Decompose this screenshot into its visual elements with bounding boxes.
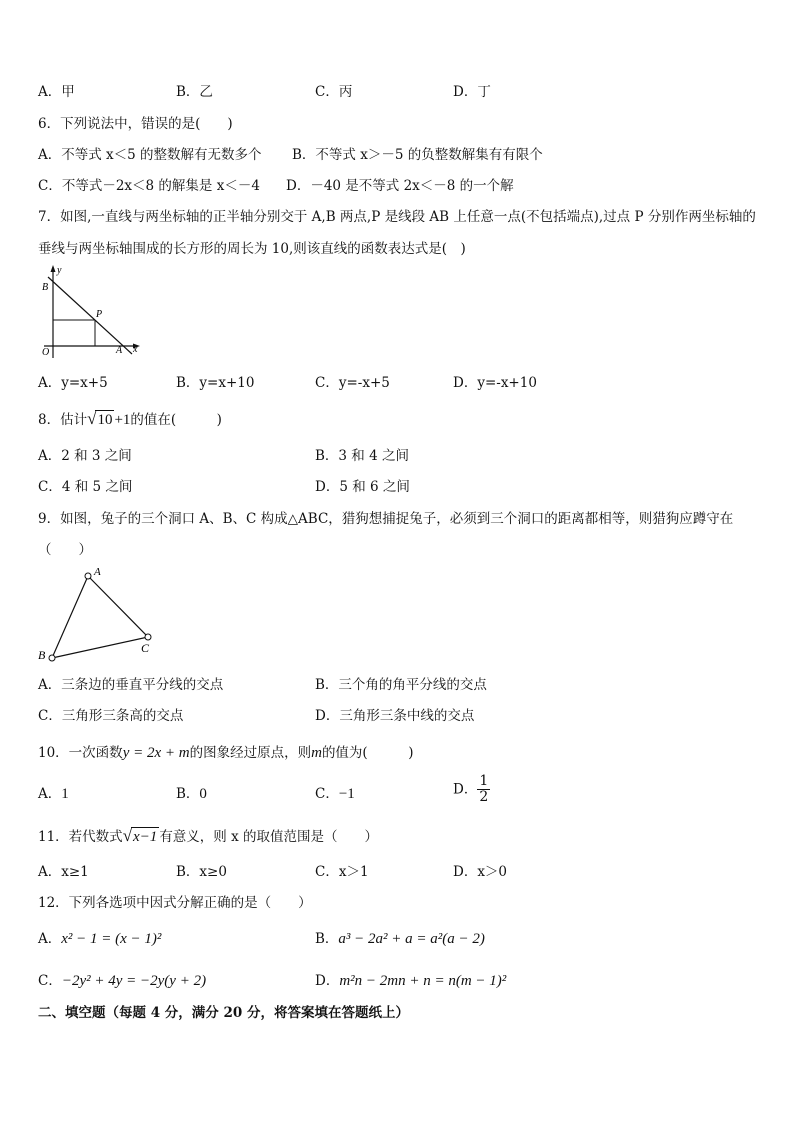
q11-stem: 11．若代数式√x−1 有意义，则 x 的取值范围是（ ）	[38, 826, 379, 845]
q10-stem	[38, 744, 413, 762]
label-c: C	[141, 641, 150, 655]
q12-option-c: C．−2y² + 4y = −2y(y + 2)	[38, 973, 207, 989]
q6-option-c: C．不等式－2x＜8 的解集是 x＜－4	[38, 178, 260, 194]
q11-stem-post: 有意义，则 x 的取值范围是（ ）	[159, 829, 379, 845]
q9-option-d: D．三角形三条中线的交点	[315, 708, 475, 724]
q10-formula: y = 2x + m	[122, 745, 190, 761]
label-b: B	[38, 648, 46, 662]
label-y: y	[57, 265, 62, 276]
q8-stem-pre: 8．估计	[38, 412, 88, 428]
q6-option-a: A．不等式 x＜5 的整数解有无数多个	[38, 147, 262, 163]
q11-radicand: x−1	[133, 829, 158, 845]
label-a: A	[116, 345, 123, 356]
q8-radicand: 10	[97, 412, 113, 428]
q7-figure	[36, 262, 146, 362]
q10-stem-pre: 10．一次函数	[38, 745, 123, 761]
section-2-heading: 二、填空题（每题 4 分，满分 20 分，将答案填在答题纸上）	[38, 1005, 409, 1021]
hole-c-icon	[145, 634, 151, 640]
q12-option-b: B．a³ − 2a² + a = a²(a − 2)	[315, 931, 485, 947]
q10-d-numerator: 1	[479, 773, 489, 789]
q6-option-d: D．－40 是不等式 2x＜－8 的一个解	[286, 178, 514, 194]
q11-option-d: D．x＞0	[453, 864, 508, 880]
q11-option-c: C．x＞1	[315, 864, 369, 880]
label-x: x	[133, 344, 138, 355]
line-ab	[48, 277, 132, 354]
q9-figure	[34, 564, 164, 664]
q10-option-b: B．0	[176, 786, 207, 802]
q7-stem-line1: 7．如图,一直线与两坐标轴的正半轴分别交于 A,B 两点,P 是线段 AB 上任意一点(不包括端点),过点 P 分别作两坐标轴的	[38, 209, 756, 225]
q11-option-b: B．x≥0	[176, 864, 227, 880]
q9-stem-line1: 9．如图，兔子的三个洞口 A、B、C 构成△ABC，猎狗想捕捉兔子，必须到三个洞口的距离都相等，则猎狗应蹲守在	[38, 511, 734, 527]
q10-stem-post: 的值为( )	[321, 745, 414, 761]
q10-option-a: A．1	[38, 786, 69, 802]
q12-option-d: D．m²n − 2mn + n = n(m − 1)²	[315, 973, 507, 989]
label-b: B	[42, 282, 49, 293]
hole-b-icon	[49, 655, 55, 661]
q12-stem: 12．下列各选项中因式分解正确的是（ ）	[38, 895, 312, 911]
label-p: P	[96, 309, 103, 320]
triangle-abc	[52, 576, 148, 658]
q5-option-d: D．丁	[453, 84, 491, 100]
q5-option-b: B．乙	[176, 84, 213, 100]
q8-option-b: B．3 和 4 之间	[315, 448, 409, 464]
y-axis-arrow-icon	[51, 265, 56, 272]
q7-option-c: C．y=-x+5	[315, 375, 390, 391]
q7-stem-line2: 垂线与两坐标轴围成的长方形的周长为 10,则该直线的函数表达式是( )	[38, 241, 466, 257]
q8-stem: 8．估计√10 +1的值在( )	[38, 409, 222, 428]
q11-option-a: A．x≥1	[38, 864, 89, 880]
hole-a-icon	[85, 573, 91, 579]
q7-option-b: B．y=x+10	[176, 375, 255, 391]
q10-option-d: D． $\frac{1}{2}$	[453, 773, 489, 805]
label-o: O	[42, 347, 50, 358]
q6-stem: 6．下列说法中，错误的是( )	[38, 116, 233, 132]
q8-option-a: A．2 和 3 之间	[38, 448, 132, 464]
q9-stem-line2: （ ）	[38, 542, 92, 558]
q6-option-b: B．不等式 x＞－5 的负整数解集有有限个	[292, 147, 543, 163]
q7-option-d: D．y=-x+10	[453, 375, 537, 391]
q5-option-c: C．丙	[315, 84, 353, 100]
q8-option-c: C．4 和 5 之间	[38, 479, 133, 495]
q12-option-a: A．x² − 1 = (x − 1)²	[38, 931, 162, 947]
q5-option-a: A．甲	[38, 84, 75, 100]
q7-option-a: A．y=x+5	[38, 375, 108, 391]
q10-var: m	[311, 745, 322, 761]
q8-option-d: D．5 和 6 之间	[315, 479, 410, 495]
label-a: A	[94, 566, 101, 578]
q10-stem-mid: 的图象经过原点，则	[189, 745, 312, 761]
q9-option-a: A．三条边的垂直平分线的交点	[38, 677, 224, 693]
q10-option-c: C．−1	[315, 786, 355, 802]
q8-plus-one: +1	[114, 412, 131, 428]
q9-option-c: C．三角形三条高的交点	[38, 708, 184, 724]
q8-stem-post: 的值在( )	[130, 412, 222, 428]
q10-d-denominator: 2	[479, 789, 489, 805]
q11-stem-pre: 11．若代数式	[38, 829, 123, 845]
q9-option-b: B．三个角的角平分线的交点	[315, 677, 487, 693]
